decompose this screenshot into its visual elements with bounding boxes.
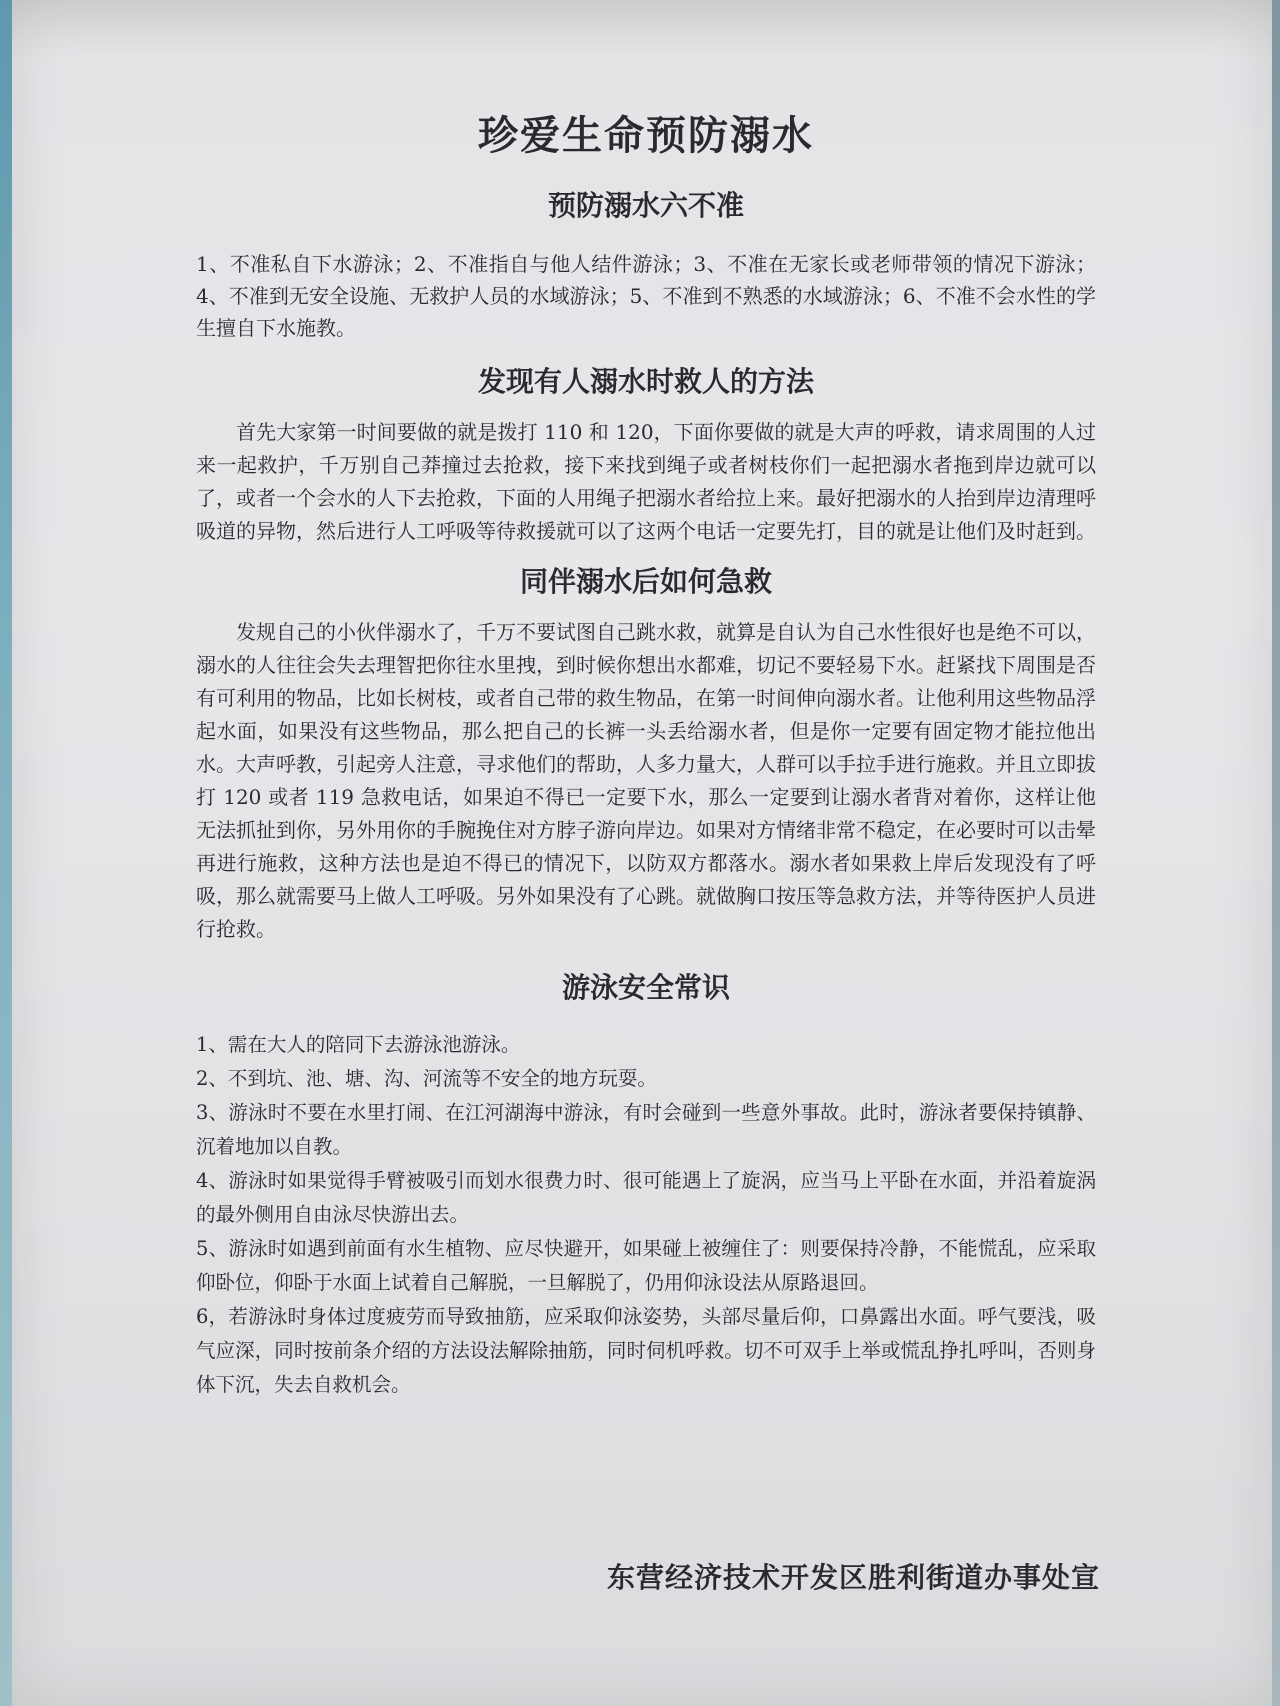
safety-item: 2、不到坑、池、塘、沟、河流等不安全的地方玩耍。: [196, 1067, 657, 1090]
paper-shadow: [12, 0, 1272, 60]
safety-item: 5、游泳时如遇到前面有水生植物、应尽快避开，如果碰上被缠住了：则要保持冷静，不能慌乱，应采取仰卧位，仰卧于水面上试着自己解脱，一旦解脱了，仍用仰泳设法从原路退回。: [196, 1237, 1096, 1294]
rescue-text: 首先大家第一时间要做的就是拨打 110 和 120，下面你要做的就是大声的呼救，请求周围的人过来一起救护，千万别自己莽撞过去抢救，接下来找到绳子或者树枝你们一起把溺水者拖到岸边就可以了，或者一个会水的人下去抢救，下面的人用绳子把溺水者给拉上来。最好把溺水的人抬到岸边清理呼吸道的异物，然后进行人工呼吸等待救援就可以了这两个电话一定要先打，目的就是让他们及时赶到。: [196, 420, 1096, 543]
section-safety: [196, 968, 1096, 1402]
section-heading-safety: 游泳安全常识: [561, 971, 730, 1004]
safety-item: 6，若游泳时身体过度疲劳而导致抽筋，应采取仰泳姿势，头部尽量后仰，口鼻露出水面。呼气要浅，吸气应深，同时按前条介绍的方法设法解除抽筋，同时伺机呼救。切不可双手上举或慌乱挣扎呼叫，否则身体下沉，失去自救机会。: [196, 1305, 1096, 1396]
issuer-signature: 东营经济技术开发区胜利街道办事处宣: [606, 1561, 1100, 1594]
safety-item: 4、游泳时如果觉得手臂被吸引而划水很费力时、很可能遇上了旋涡，应当马上平卧在水面，并沿着旋涡的最外侧用自由泳尽快游出去。: [196, 1169, 1096, 1226]
section-rescue: [196, 362, 1096, 548]
rules-text: 1、不准私自下水游泳；2、不准指自与他人结件游泳；3、不准在无家长或老师带领的情况下游泳；4、不准到无安全设施、无救护人员的水域游泳；5、不准到不熟悉的水域游泳；6、不准不会水性的学生擅自下水施教。: [196, 252, 1096, 340]
section-companion: [196, 562, 1096, 946]
document-body: [196, 110, 1096, 1402]
safety-item: 3、游泳时不要在水里打闹、在江河湖海中游泳，有时会碰到一些意外事故。此时，游泳者要保持镇静、沉着地加以自教。: [196, 1101, 1096, 1158]
document-title: 珍爱生命预防溺水: [478, 112, 814, 159]
companion-text: 发规自己的小伙伴溺水了，千万不要试图自己跳水救，就算是自认为自己水性很好也是绝不可以，溺水的人往往会失去理智把你往水里拽，到时候你想出水都难，切记不要轻易下水。赶紧找下周围是否有可利用的物品，比如长树枝，或者自己带的救生物品，在第一时间伸向溺水者。让他利用这些物品浮起水面，如果没有这些物品，那么把自己的长裤一头丢给溺水者，但是你一定要有固定物才能拉他出水。大声呼教，引起旁人注意，寻求他们的帮助，人多力量大，人群可以手拉手进行施救。并且立即拔打 120 或者 119 急救电话，如果迫不得已一定要下水，那么一定要到让溺水者背对着你，这样让他无法抓扯到你，另外用你的手腕挽住对方脖子游向岸边。如果对方情绪非常不稳定，在必要时可以击晕再进行施救，这种方法也是迫不得已的情况下，以防双方都落水。溺水者如果救上岸后发现没有了呼吸，那么就需要马上做人工呼吸。另外如果没有了心跳。就做胸口按压等急救方法，并等待医护人员进行抢救。: [196, 620, 1096, 941]
section-heading-rescue: 发现有人溺水时救人的方法: [477, 365, 814, 398]
section-rules: [196, 186, 1096, 344]
section-heading-companion: 同伴溺水后如何急救: [519, 565, 772, 598]
safety-item: 1、需在大人的陪同下去游泳池游泳。: [196, 1033, 521, 1056]
section-heading-rules: 预防溺水六不准: [547, 189, 744, 222]
